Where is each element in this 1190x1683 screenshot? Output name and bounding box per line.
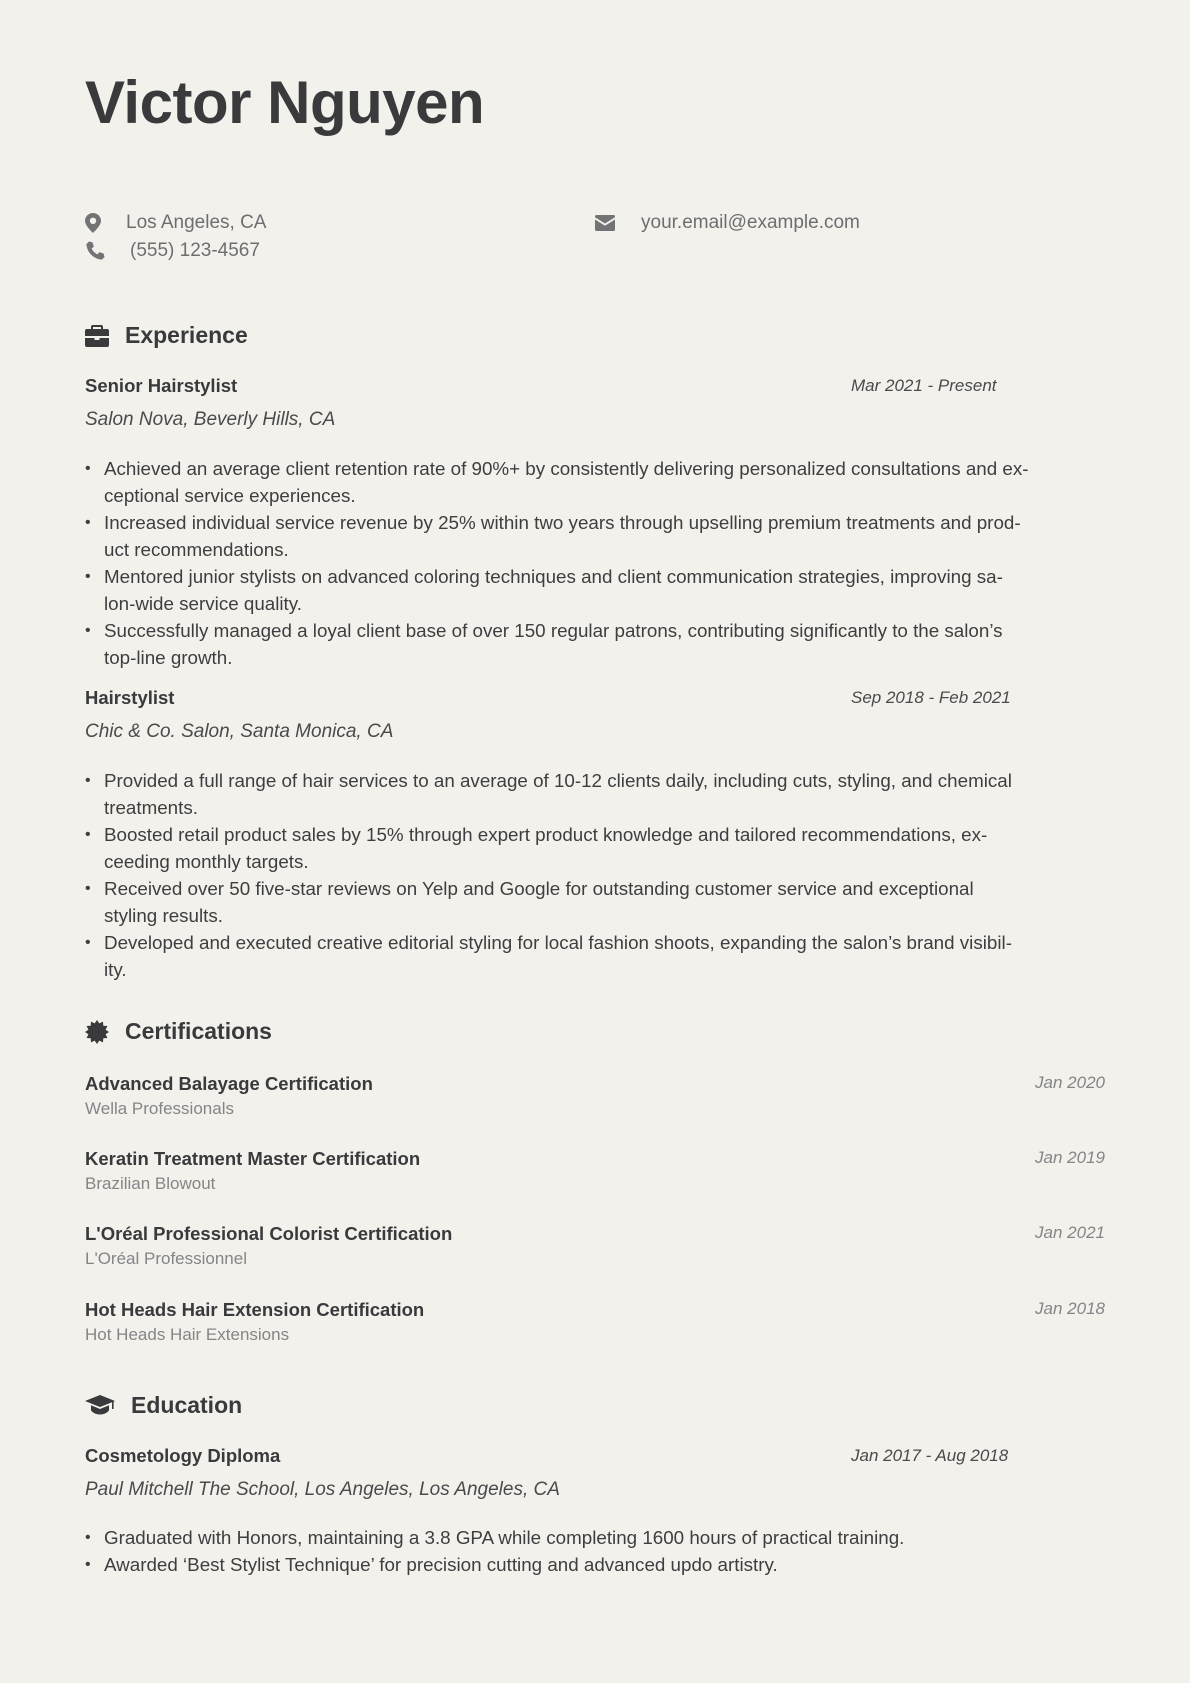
bullet-item: • Graduated with Honors, maintaining a 3.8 GPA while completing 1600 hours of practical training. — [85, 1524, 1105, 1551]
cert-date: Jan 2020 — [1035, 1073, 1105, 1092]
job-role: Senior Hairstylist — [85, 375, 238, 396]
cert-name: Hot Heads Hair Extension Certification — [85, 1299, 425, 1320]
phone-text: (555) 123-4567 — [130, 240, 260, 261]
cert-issuer: L'Oréal Professionnel — [85, 1249, 247, 1268]
cert-name: Keratin Treatment Master Certification — [85, 1148, 421, 1169]
cert-issuer: Hot Heads Hair Extensions — [85, 1325, 290, 1344]
certifications-heading — [85, 1018, 272, 1045]
contact-phone — [85, 240, 260, 262]
map-marker-icon — [85, 213, 101, 233]
cert-issuer: Brazilian Blowout — [85, 1174, 216, 1193]
bullet-item: • Provided a full range of hair services to an average of 10-12 clients daily, including cuts, styling, and chemical treatments. — [85, 767, 1105, 821]
education-title: Education — [131, 1392, 243, 1418]
email-text[interactable]: your.email@example.com — [641, 212, 860, 233]
bullet-item: • Mentored junior stylists on advanced coloring techniques and client communication strategies, improving sa- lon-wide service quality. — [85, 563, 1105, 617]
job-date: Mar 2021 - Present — [851, 376, 997, 395]
bullet-item: • Increased individual service revenue by 25% within two years through upselling premium treatments and prod- uct recommendations. — [85, 509, 1105, 563]
cert-date: Jan 2019 — [1035, 1148, 1105, 1167]
school-name: Paul Mitchell The School, Los Angeles, Los Angeles, CA — [85, 1479, 560, 1500]
cert-date: Jan 2021 — [1035, 1223, 1105, 1242]
badge-icon — [85, 1020, 109, 1044]
job-bullets — [85, 767, 1105, 983]
bullet-item: • Boosted retail product sales by 15% through expert product knowledge and tailored recommendations, ex- ceeding monthly targets. — [85, 821, 1105, 875]
contact-email — [595, 212, 860, 234]
bullet-item: • Achieved an average client retention rate of 90%+ by consistently delivering personalized consultations and ex- ceptional service experiences. — [85, 455, 1105, 509]
envelope-icon — [595, 215, 615, 231]
bullet-item: • Developed and executed creative editorial styling for local fashion shoots, expanding the salon’s brand visibil- ity. — [85, 929, 1105, 983]
candidate-name: Victor Nguyen — [85, 69, 485, 136]
education-date: Jan 2017 - Aug 2018 — [851, 1446, 1009, 1465]
location-text: Los Angeles, CA — [126, 212, 267, 233]
cert-name: Advanced Balayage Certification — [85, 1073, 373, 1094]
cert-date: Jan 2018 — [1035, 1299, 1105, 1318]
cert-name: L'Oréal Professional Colorist Certification — [85, 1223, 453, 1244]
bullet-item: • Received over 50 five-star reviews on Yelp and Google for outstanding customer service and exceptional styling results. — [85, 875, 1105, 929]
graduation-cap-icon — [85, 1395, 115, 1417]
job-company: Chic & Co. Salon, Santa Monica, CA — [85, 721, 394, 742]
contact-location — [85, 212, 266, 234]
bullet-item: • Successfully managed a loyal client base of over 150 regular patrons, contributing significantly to the salon’s top-line growth. — [85, 617, 1105, 671]
education-bullets — [85, 1524, 1105, 1578]
job-date: Sep 2018 - Feb 2021 — [851, 688, 1011, 707]
job-company: Salon Nova, Beverly Hills, CA — [85, 409, 336, 430]
job-bullets — [85, 455, 1105, 671]
education-heading — [85, 1392, 242, 1419]
degree-name: Cosmetology Diploma — [85, 1445, 281, 1466]
cert-issuer: Wella Professionals — [85, 1099, 234, 1118]
experience-heading — [85, 322, 248, 349]
certifications-title: Certifications — [125, 1018, 272, 1044]
phone-icon — [85, 241, 105, 261]
experience-title: Experience — [125, 322, 248, 348]
job-role: Hairstylist — [85, 687, 175, 708]
bullet-item: • Awarded ‘Best Stylist Technique’ for precision cutting and advanced updo artistry. — [85, 1551, 1105, 1578]
briefcase-icon — [85, 325, 109, 347]
